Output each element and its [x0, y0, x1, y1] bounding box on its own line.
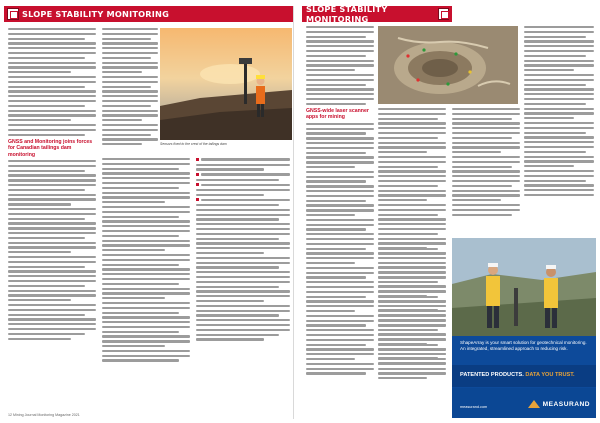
- tailings-dam-photo: [160, 28, 292, 140]
- ad-photo-workers: [452, 238, 596, 336]
- measurand-logo: [528, 399, 590, 409]
- bullet-item: [196, 173, 290, 176]
- right-page: [302, 6, 596, 419]
- article-column-2-lower: [102, 158, 190, 364]
- tailings-dam-photo-image: [160, 28, 292, 140]
- article-column-right-3: [452, 108, 520, 218]
- mine-site-aerial-graphic: [378, 26, 518, 104]
- article-subhead: GNSS and Monitoring joins forces for Canadian tailings dam monitoring: [8, 138, 93, 158]
- bullet-item: [196, 198, 290, 201]
- bullet-item: [196, 183, 290, 186]
- article-column-right-2-lower: [378, 238, 446, 382]
- article-column-1: [8, 28, 96, 342]
- ad-tagline: [460, 372, 575, 378]
- bullet-item: [196, 158, 290, 161]
- ad-photo: [452, 238, 596, 336]
- photo-caption: Sensors fixed to the crest of the tailings dam: [160, 142, 227, 146]
- article-column-right-1: [306, 26, 374, 377]
- section-title-right: SLOPE STABILITY MONITORING: [306, 6, 388, 24]
- mine-site-aerial-image: [378, 26, 518, 104]
- measurand-logo-text: MEASURAND: [542, 400, 590, 408]
- ad-body-text: ShapeArray is your smart solution for geotechnical monitoring. An integrated, streamlined approach to reducing risk.: [460, 340, 587, 351]
- measurand-advertisement[interactable]: [452, 238, 596, 418]
- article-subhead-right: GNSS-wide laser scanner apps for mining: [306, 108, 369, 121]
- article-column-3: [196, 158, 290, 343]
- publication-logo-icon: [7, 8, 19, 20]
- section-title-left: SLOPE STABILITY MONITORING: [22, 9, 169, 19]
- article-column-2: [102, 28, 158, 148]
- measurand-logo-mark-icon: [528, 399, 540, 409]
- article-column-right-4: [524, 26, 594, 199]
- section-header-left: [4, 6, 294, 22]
- publication-logo-icon: [438, 8, 449, 20]
- page-footer-left: 12 Mining Journal Monitoring Magazine 2021: [8, 413, 80, 417]
- ad-url-link[interactable]: measurand.com: [460, 405, 488, 409]
- left-page: [4, 6, 294, 419]
- section-header-right: [302, 6, 452, 22]
- ad-tagline-part-a: PATENTED PRODUCTS.: [460, 372, 526, 378]
- ad-tagline-part-b: DATA YOU TRUST.: [525, 372, 575, 378]
